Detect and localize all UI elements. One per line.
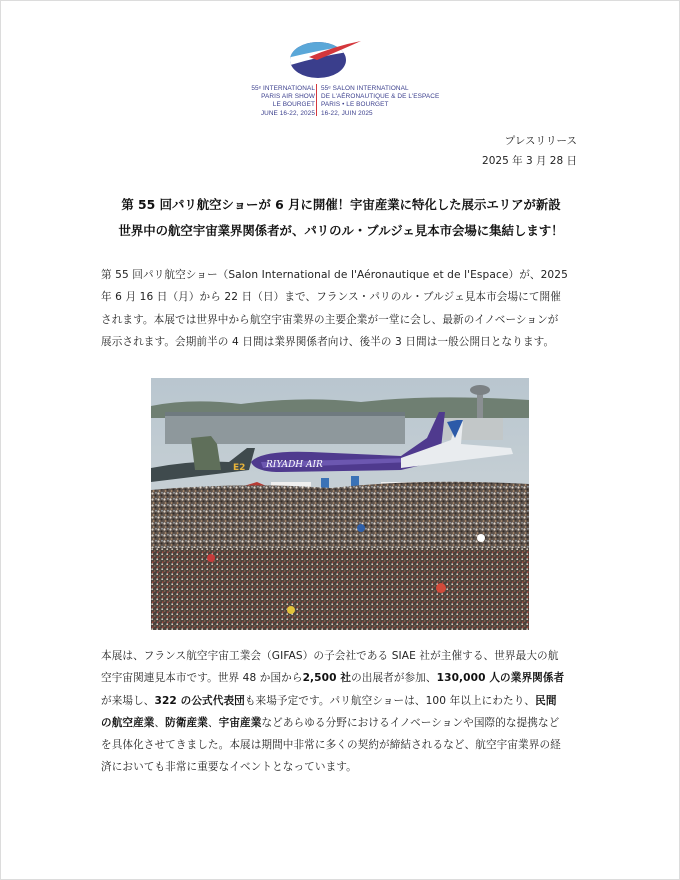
logo-line: PARIS • LE BOURGET [321,101,389,109]
document-type: プレスリリース [504,135,577,147]
aircraft-tail-text: E2 [233,463,246,473]
text-run: 、 [207,716,219,729]
emphasis-text: 防衛産業 [165,716,208,729]
aircraft-livery-text: RIYADH AIR [266,460,323,470]
visitor-count: 130,000 人の業界関係者 [436,672,565,685]
headline: 第 55 回パリ航空ショーが 6 月に開催！宇宙産業に特化した展示エリアが新設 [121,197,561,212]
text-run: の出展者が参加、 [351,672,437,685]
logo-text-french [321,85,441,118]
logo-line: PARIS AIR SHOW [261,93,315,101]
paragraph-line: 第 55 回パリ航空ショー（Salon International de l'Aéronautique et de l'Espace）が、2025 [101,269,568,281]
air-show-crowd-photo [151,378,529,630]
logo-text-english [239,85,315,118]
exhibitor-count: 2,500 社 [302,672,352,685]
paragraph-line: を具体化させてきました。本展は期間中非常に多くの契約が締結されるなど、航空宇宙業界の経 [101,739,561,752]
paragraph-line: 年 6 月 16 日（月）から 22 日（日）まで、フランス・パリのル・ブルジェ見本市会場にて開催 [101,291,561,304]
emphasis-text: 民間 [535,694,557,707]
paragraph-line: されます。本展では世界中から航空宇宙業界の主要企業が一堂に会し、最新のイノベーションが [101,313,559,326]
text-run: が来場し、 [101,694,155,707]
logo-line: DE L'AÉRONAUTIQUE & DE L'ESPACE [321,93,440,101]
logo-line: 55ᵉ INTERNATIONAL [251,85,315,92]
intro-paragraph [101,264,583,353]
paragraph-line: 済においても非常に重要なイベントとなっています。 [101,761,357,774]
document-date: 2025 年 3 月 28 日 [482,155,577,167]
subheadline: 世界中の航空宇宙業界関係者が、パリのル・ブルジェ見本市会場に集結します！ [118,223,564,238]
logo-line: 16-22, JUIN 2025 [321,109,373,117]
logo-line: JUNE 16-22, 2025 [260,109,315,117]
logo-line: LE BOURGET [272,101,315,109]
paris-air-show-logo [287,38,363,82]
text-run: などあらゆる分野におけるイノベーションや国際的な提携など [261,716,560,729]
delegation-count: 322 の公式代表団 [154,694,245,707]
text-run: も来場予定です。パリ航空ショーは、100 年以上にわたり、 [244,694,536,707]
emphasis-text: の航空産業 [101,716,155,729]
text-run: 空宇宙関連見本市です。世界 48 か国から [101,672,303,685]
overview-paragraph [101,645,583,779]
paragraph-line: 本展は、フランス航空宇宙工業会（GIFAS）の子会社である SIAE 社が主催する、世界最大の航 [101,650,559,662]
paragraph-line [101,667,583,689]
logo-line: 55ᵉ SALON INTERNATIONAL [321,85,409,92]
text-run: 、 [154,716,166,729]
paragraph-line: 展示されます。会期前半の 4 日間は業界関係者向け、後半の 3 日間は一般公開日となります。 [101,335,555,348]
logo-divider [316,84,317,116]
emphasis-text: 宇宙産業 [218,716,262,729]
paragraph-line [101,712,583,734]
paragraph-line [101,690,583,712]
